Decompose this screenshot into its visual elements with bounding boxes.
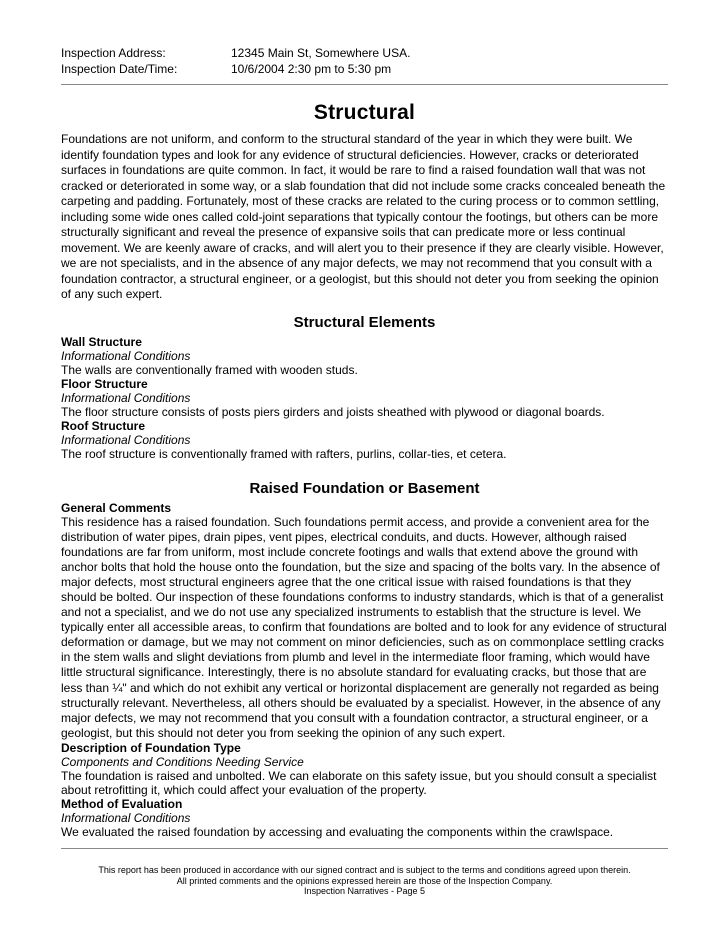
footer-contract-note: This report has been produced in accordance with our signed contract and is subject to the terms and conditions agreed upon therein. [98,865,631,875]
evaluation-method-block [61,797,668,839]
wall-structure-heading: Wall Structure [61,334,142,349]
raised-foundation-title: Raised Foundation or Basement [249,479,480,497]
header-divider [61,84,668,85]
foundation-type-condition: Components and Conditions Needing Service [61,754,304,769]
evaluation-method-text: We evaluated the raised foundation by accessing and evaluating the components within the crawlspace. [61,824,614,839]
inspection-address-value: 12345 Main St, Somewhere USA. [231,46,411,60]
inspection-address-label: Inspection Address: [61,46,166,60]
section-title: Structural [313,101,416,124]
footer-page-number: Inspection Narratives - Page 5 [303,886,426,896]
foundation-type-heading: Description of Foundation Type [61,740,241,755]
wall-structure-condition: Informational Conditions [61,348,191,363]
page-footer [61,865,668,897]
roof-structure-condition: Informational Conditions [61,432,191,447]
wall-structure-block [61,335,668,377]
inspection-date-label: Inspection Date/Time: [61,62,178,76]
evaluation-method-condition: Informational Conditions [61,810,191,825]
foundation-type-text: The foundation is raised and unbolted. We can elaborate on this safety issue, but you should consult a specialist about retrofitting it, which could affect your evaluation of the property. [61,768,657,797]
general-comments-text: This residence has a raised foundation. Such foundations permit access, and provide a convenient area for the distribution of water pipes, drain pipes, vent pipes, electrical conduits, and ducts. However, although raised foundations are far from uniform, most include concrete footings and walls that extend above the ground with anchor bolts that hold the house onto the foundation, but the size and spacing of the bolts vary. In the absence of major defects, most structural engineers agree that the one critical issue with raised foundations is that they should be bolted. Our inspection of these foundations conforms to industry standards, which is that of a generalist and not a specialist, and we do not use any specialized instruments to establish that the structure is level. We typically enter all accessible areas, to confirm that foundations are bolted and to look for any evidence of structural deformation or damage, but we may not comment on minor deficiencies, such as on commonplace settling cracks in the stem walls and slight deviations from plumb and level in the intermediate floor framing, which would have little structural significance. Interestingly, there is no absolute standard for evaluating cracks, but those that are less than ¼" and which do not exhibit any vertical or horizontal displacement are generally not regarded as being structurally relevant. Nevertheless, all others should be evaluated by a specialist. However, in the absence of any major defects, we may not recommend that you consult with a foundation contractor, a structural engineer, or a geologist, but this should not deter you from seeking the opinion of any such expert. [61,514,667,740]
report-content [61,96,668,839]
general-comments-heading: General Comments [61,500,172,515]
wall-structure-text: The walls are conventionally framed with wooden studs. [61,362,358,377]
inspection-date-value: 10/6/2004 2:30 pm to 5:30 pm [231,62,392,76]
floor-structure-condition: Informational Conditions [61,390,191,405]
general-comments-block [61,501,668,741]
intro-paragraph: Foundations are not uniform, and conform to the structural standard of the year in which they were built. We identify foundation types and look for any evidence of structural deficiencies. However, cracks or deteriorated surfaces in foundations are quite common. In fact, it would be rare to find a raised foundation wall that was not cracked or deteriorated in some way, or a slab foundation that did not include some cracks concealed beneath the carpeting and padding. Fortunately, most of these cracks are related to the curing process or to common settling, including some wide ones called cold-joint separations that typically contour the footings, but others can be more structurally significant and reveal the presence of expansive soils that can predicate more or less continual movement. We are keenly aware of cracks, and will alert you to their presence if they are clearly visible. However, we are not specialists, and in the absence of any major defects, we may not recommend that you consult with a foundation contractor, a structural engineer, or a geologist, but this should not deter you from seeking the opinion of any such expert. [61,132,666,301]
floor-structure-heading: Floor Structure [61,376,148,391]
footer-opinions-note: All printed comments and the opinions expressed herein are those of the Inspection Company. [176,875,553,886]
roof-structure-heading: Roof Structure [61,418,145,433]
roof-structure-block [61,419,668,461]
footer-divider [61,848,668,849]
evaluation-method-heading: Method of Evaluation [61,796,183,811]
foundation-type-block [61,741,668,797]
roof-structure-text: The roof structure is conventionally framed with rafters, purlins, collar-ties, et cetera. [61,446,507,461]
structural-elements-title: Structural Elements [293,313,436,331]
floor-structure-text: The floor structure consists of posts piers girders and joists sheathed with plywood or diagonal boards. [61,404,605,419]
floor-structure-block [61,377,668,419]
